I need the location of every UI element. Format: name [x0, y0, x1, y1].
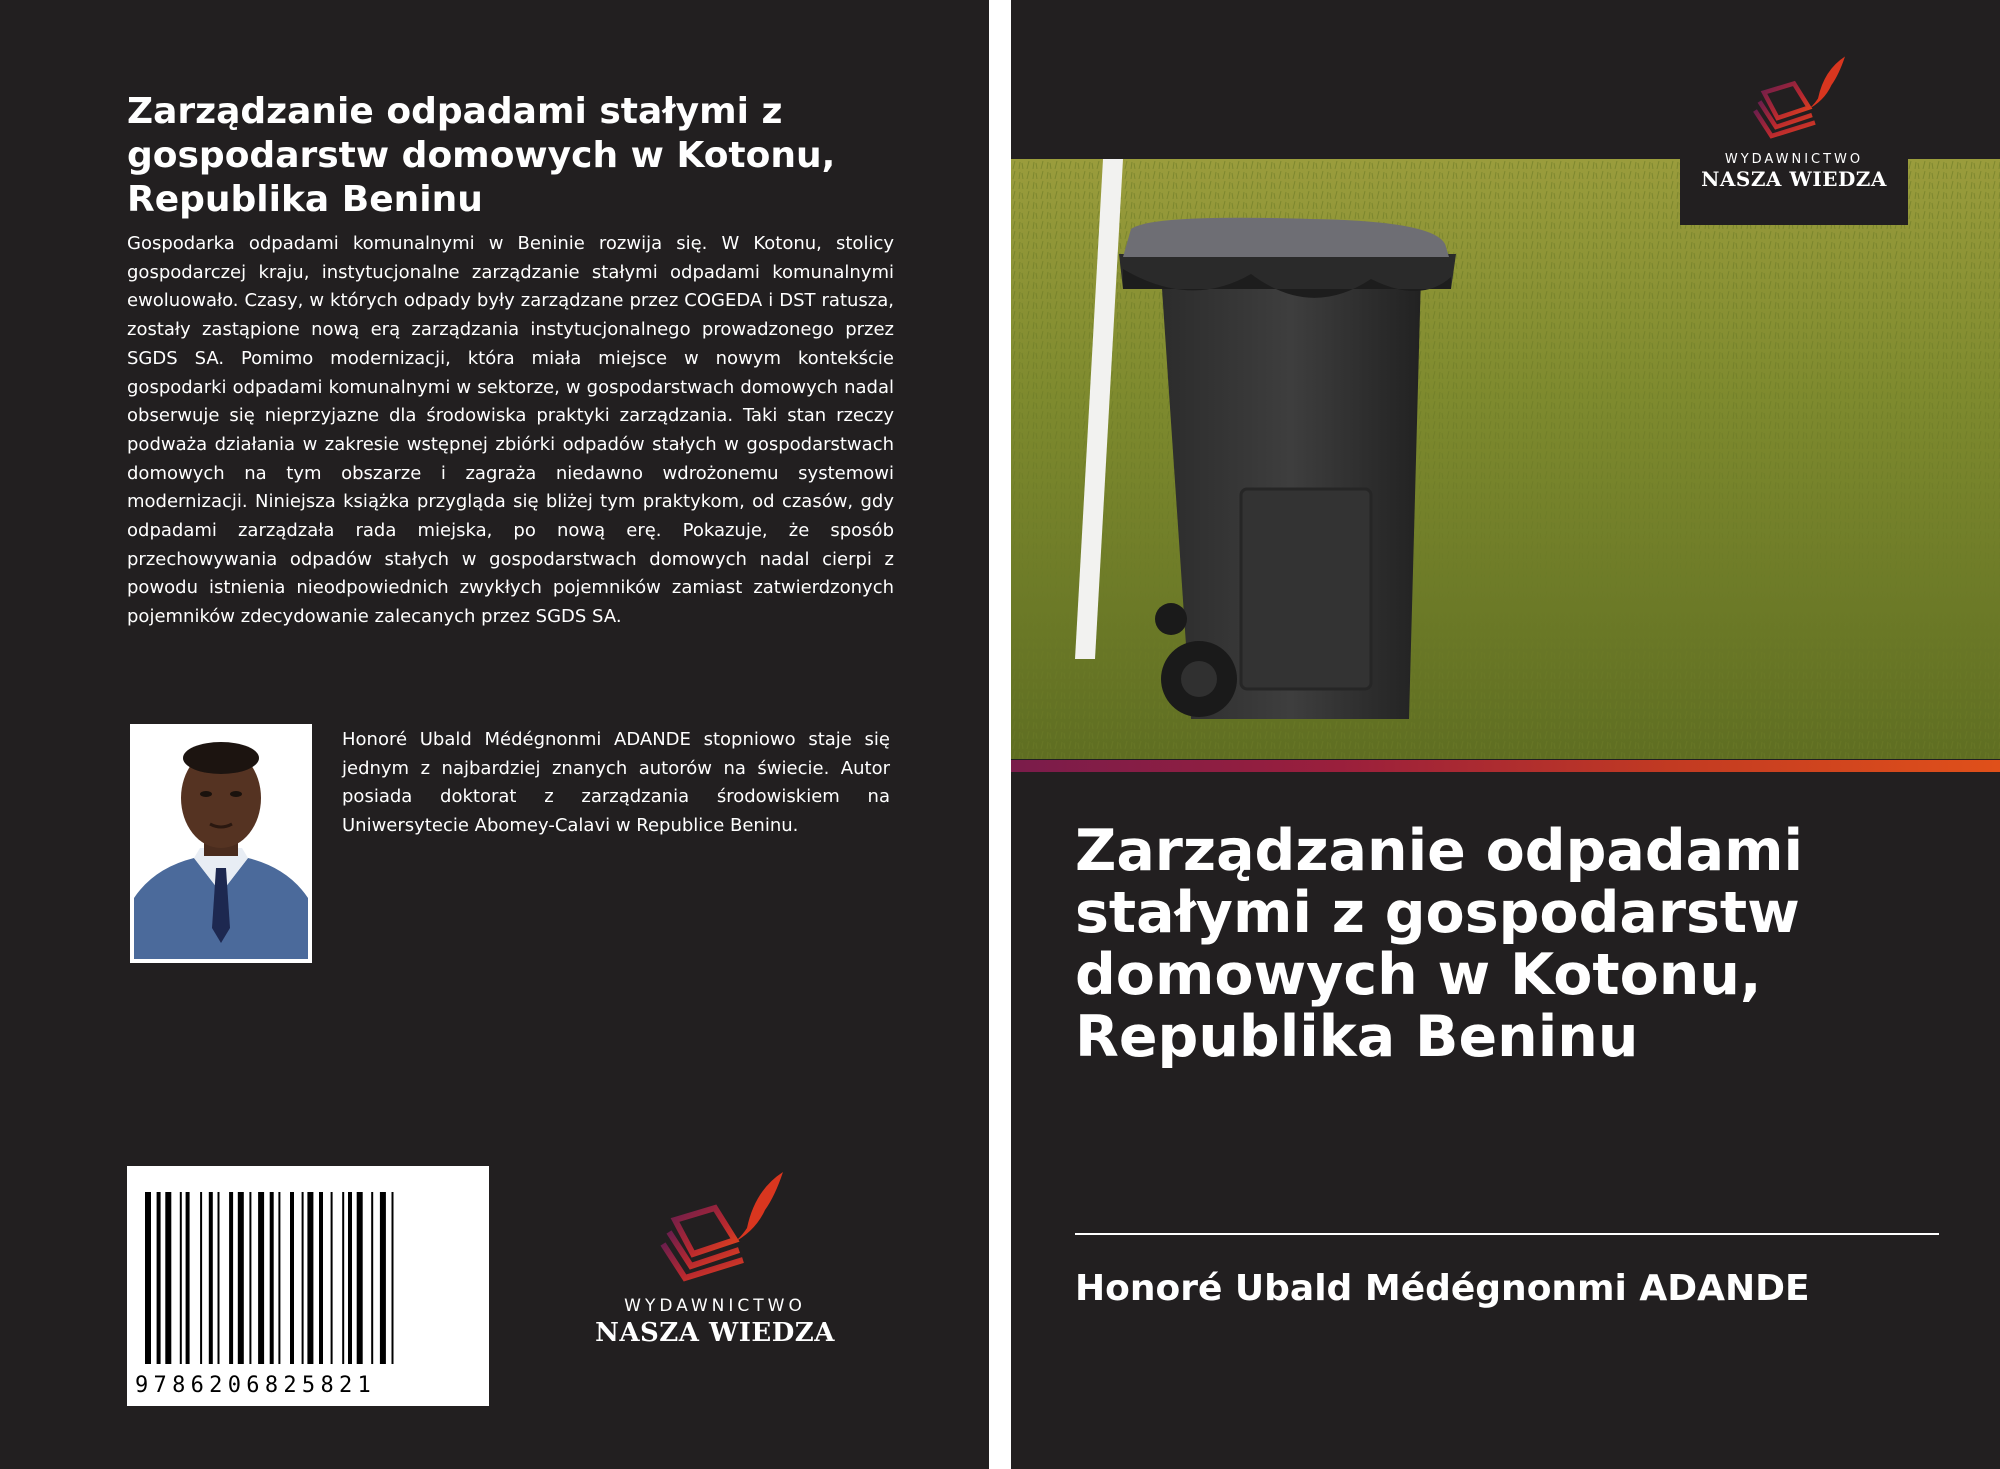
barcode-bar	[145, 1192, 151, 1364]
barcode-bar	[319, 1192, 323, 1364]
accent-stripe	[1011, 760, 2000, 772]
publisher-logo-front	[1680, 50, 1908, 225]
publisher-line1: WYDAWNICTWO	[624, 1296, 806, 1316]
publisher-line2: NASZA WIEDZA	[1701, 167, 1887, 191]
barcode-bar	[229, 1192, 233, 1364]
author-photo	[130, 724, 312, 963]
barcode-bar	[157, 1192, 161, 1364]
barcode-bar	[331, 1192, 333, 1364]
barcode-bar	[249, 1192, 251, 1364]
barcode-bar	[258, 1192, 264, 1364]
barcode-bar	[165, 1192, 171, 1364]
cover-photo-trash-bin	[1011, 159, 2000, 759]
barcode-bar	[392, 1192, 394, 1364]
barcode-bar	[209, 1192, 213, 1364]
barcode-bar	[380, 1192, 386, 1364]
publisher-logo-back	[590, 1170, 840, 1370]
barcode-bar	[218, 1192, 220, 1364]
back-cover-blurb: Gospodarka odpadami komunalnymi w Beninie rozwija się. W Kotonu, stolicy gospodarczej kraju, instytucjonalne zarządzanie stałymi odpadami komunalnymi ewoluowało. Czasy, w których odpady były zarządzane przez COGEDA i DST ratusza, zostały zastąpione nową erą zarządzania instytucjonalnego prowadzonego przez SGDS SA. Pomimo modernizacji, która miała miejsce w nowym kontekście gospodarki odpadami komunalnymi w sektorze, w gospodarstwach domowych nadal obserwuje się nieprzyjazne dla środowiska praktyki zarządzania. Taki stan rzeczy podważa działania w zakresie wstępnej zbiórki odpadów stałych w gospodarstwach domowych na tym obszarze i zagraża niedawno wdrożonemu systemowi modernizacji. Niniejsza książka przygląda się bliżej tym praktykom, od czasów, gdy odpadami zarządzała rada miejska, po nową erę. Pokazuje, że sposób przechowywania odpadów stałych w gospodarstwach domowych nadal cierpi z powodu istnienia nieodpowiednich zwykłych pojemników zamiast zatwierdzonych pojemników zdecydowanie zalecanych przez SGDS SA.	[127, 233, 894, 628]
isbn-barcode	[127, 1166, 489, 1406]
barcode-bar	[357, 1192, 363, 1364]
publisher-line2: NASZA WIEDZA	[595, 1318, 835, 1348]
barcode-bar	[238, 1192, 244, 1364]
back-cover-title: Zarządzanie odpadami stałymi z gospodarstw domowych w Kotonu, Republika Beninu	[127, 91, 836, 220]
front-cover-author: Honoré Ubald Médégnonmi ADANDE	[1075, 1268, 1810, 1309]
book-quill-icon	[1734, 50, 1854, 150]
barcode-bar	[290, 1192, 294, 1364]
title-divider	[1075, 1233, 1939, 1235]
book-quill-icon	[635, 1170, 795, 1290]
barcode-bar	[200, 1192, 202, 1364]
author-bio: Honoré Ubald Médégnonmi ADANDE stopniowo staje się jednym z najbardziej znanych autorów na świecie. Autor posiada doktorat z zarządzania środowiskiem na Uniwersytecie Abomey-Calavi w Republice Beninu.	[342, 729, 890, 837]
barcode-bar	[307, 1192, 313, 1364]
barcode-bar	[180, 1192, 182, 1364]
isbn-digits: 9786206825821	[135, 1373, 377, 1398]
barcode-bar	[270, 1192, 274, 1364]
publisher-line1: WYDAWNICTWO	[1724, 152, 1864, 167]
barcode-bar	[342, 1192, 344, 1364]
front-cover	[1011, 0, 2000, 1469]
front-cover-title: Zarządzanie odpadami stałymi z gospodarstw domowych w Kotonu, Republika Beninu	[1075, 818, 1804, 1070]
barcode-bar	[371, 1192, 373, 1364]
barcode-bar	[278, 1192, 280, 1364]
barcode-bar	[302, 1192, 304, 1364]
barcode-bar	[186, 1192, 190, 1364]
barcode-bar	[348, 1192, 352, 1364]
back-cover	[0, 0, 989, 1469]
